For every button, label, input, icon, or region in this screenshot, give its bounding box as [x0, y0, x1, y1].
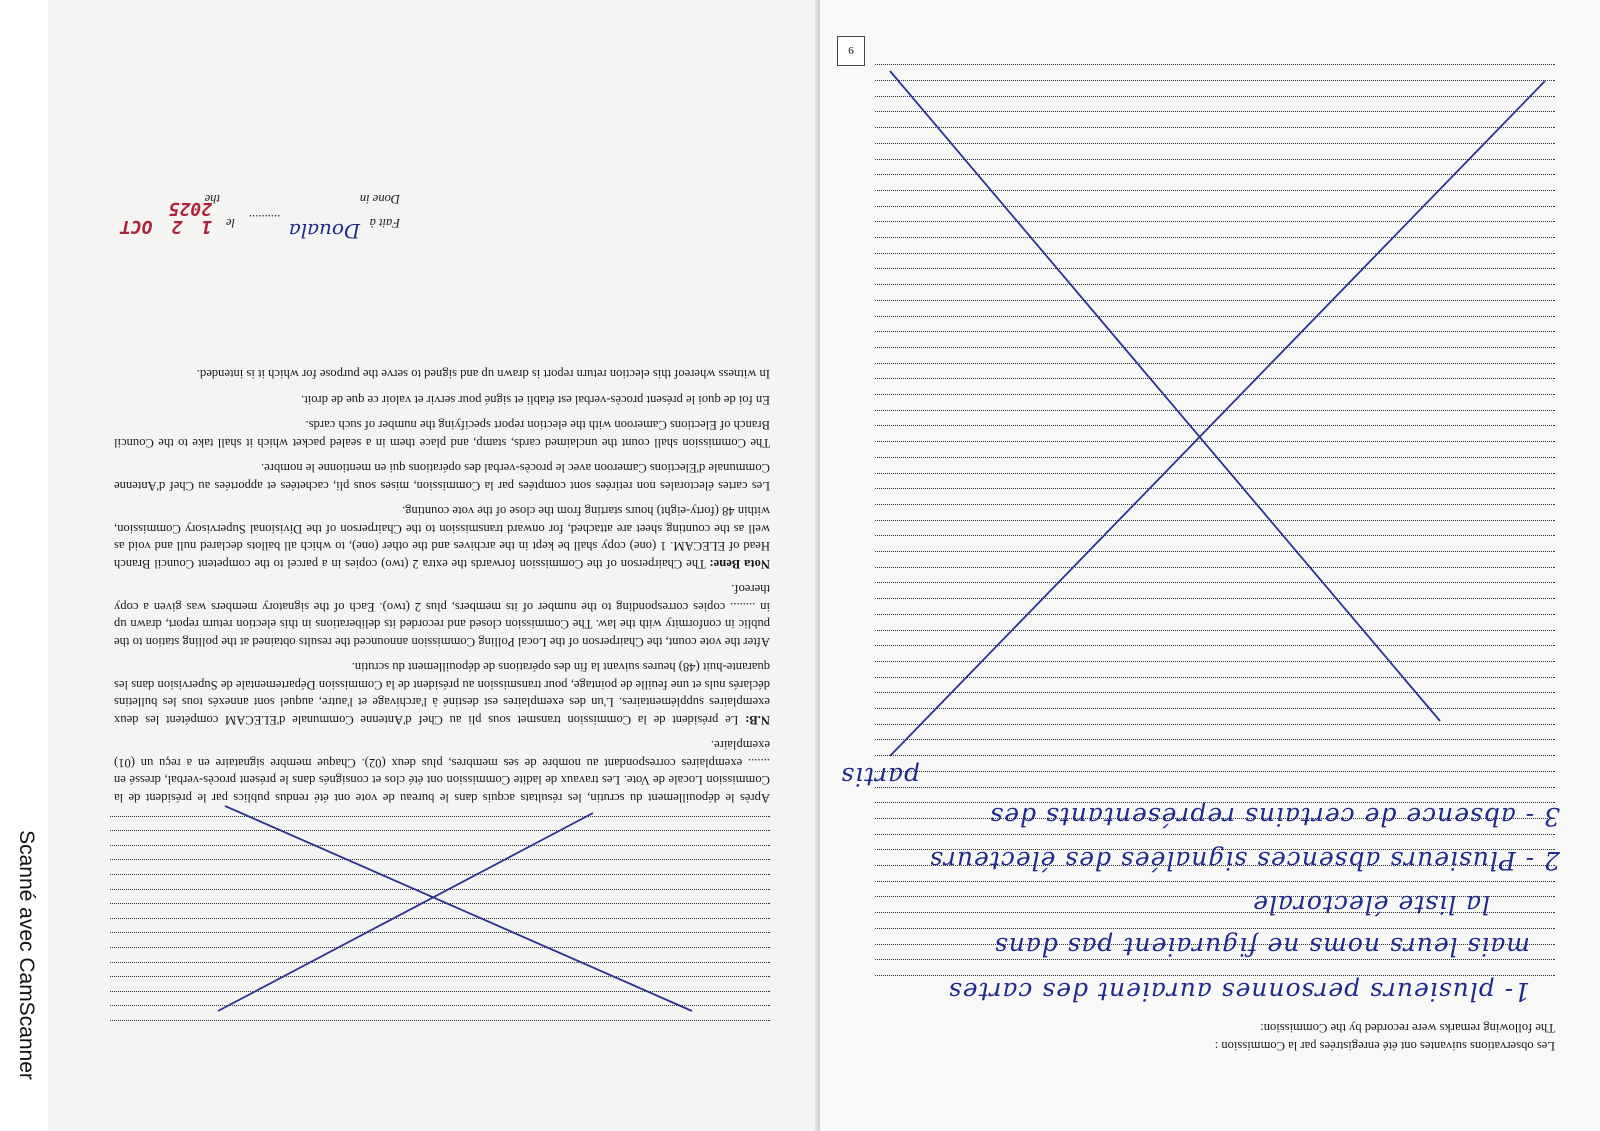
en-cards-paragraph: The Commission shall count the unclaimed cards, stamp, and place them in a sealed packet which it shall take to the Council Branch of Elections Cameroon with the election report specifying the number of such cards. [114, 418, 770, 450]
signature-place: Douala [288, 219, 360, 243]
right-page-upside-down-content [820, 0, 1600, 1131]
en-nb-text: The Chairperson of the Commission forwards the extra 2 (two) copies in a parcel to the competent Council Branch Head of ELECAM. 1 (one) copy shall be kept in the archives and the other (one), to which all ballots declared null and void as well as the counting sheet are attached, for onward transmission to the Chairperson of the Divisional Supervisory Commission, within 48 (forty-eight) hours starting from the close of the vote counting. [113, 504, 770, 571]
fr-cards-paragraph: Les cartes électorales non retirées sont comptées par la Commission, mises sous pli, cachetées et apportées au Chef d'Antenne Communale d'Elections Cameroon avec le procès-verbal des opérations qui en mentionne le nombre. [114, 461, 770, 493]
right-cross-out-mark [820, 0, 1600, 1131]
date-stamp: 1 2 OCT 2025 [120, 198, 212, 237]
done-en-label: Done in [359, 192, 400, 206]
done-fr-label: Fait à [369, 216, 400, 230]
done-en-the: the [204, 192, 220, 206]
left-page [48, 0, 820, 1131]
right-page [820, 0, 1600, 1131]
en-nb-label: Nota Bene: [709, 557, 770, 571]
camscanner-watermark [6, 790, 46, 1120]
camscanner-label: Scanné avec CamScanner [15, 830, 38, 1080]
handwritten-line-2: mais leurs noms ne figuraient pas dans [993, 932, 1530, 961]
handwritten-line-1: 1- plusieurs personnes auraient des cartes [947, 977, 1530, 1006]
handwritten-line-5: 3 - absence de certains représentants des [989, 802, 1560, 831]
page-number: 6 [837, 36, 865, 66]
fr-witness-paragraph: En foi de quoi le présent procès-verbal est établi et signé pour servir et valoir ce que de droit. [301, 393, 770, 407]
handwritten-line-3: la liste électorale [1252, 890, 1490, 919]
en-witness-paragraph: In witness whereof this election return report is drawn up and signed to serve the purpose for which it is intended. [196, 367, 770, 382]
fr-nb-label: N.B: [745, 713, 770, 727]
handwritten-line-6: partis [840, 762, 920, 791]
done-le-label: le [225, 216, 235, 230]
left-page-upside-down-content [48, 0, 820, 1131]
observations-fr: Les observations suivantes ont été enregistrées par la Commission : [1214, 1039, 1555, 1053]
handwritten-line-4: 2 - Plusieurs absences signalées des électeurs [929, 846, 1560, 875]
en-intro-paragraph: After the vote count, the Chairperson of the Local Polling Commission announced the results obtained at the polling station to the public in conformity with the law. The Commission closed and recorded its deliberations in this election return report, drawn up in ........ copies corresponding to the number of its members, plus 2 (two). Each of the signatory members was given a copy thereof. [114, 582, 770, 649]
left-cross-out-mark [48, 0, 820, 1131]
fr-intro-paragraph: Après le dépouillement du scrutin, les résultats acquis dans le bureau de vote ont été rendus publics par le président de la Commission Locale de Vote. Les travaux de ladite Commission ont été clos et consignés dans le présent procès-verbal, dressé en ....... exemplaires correspondant au nombre de ses membres, plus deux (02). Chaque membre signataire en a reçu un (01) exemplaire. [114, 738, 770, 805]
observations-en: The following remarks were recorded by the Commission: [1260, 1021, 1555, 1036]
done-in-block: Fait à Douala .......... le 1 2 OCT 2025 Done in the [120, 171, 780, 231]
fr-nb-text: Le président de la Commission transmet sous pli au Chef d'Antenne Communale d'ELECAM compétent les deux exemplaires supplémentaires. L'un des exemplaires est destiné à l'archivage et l'autre, auquel sont annexés tous les bulletins déclarés nuls et une feuille de pointage, pour transmission au président de la Commission Départementale de Supervision dans les quarante-huit (48) heures suivant la fin des opérations de dépouillement du scrutin. [114, 660, 770, 727]
